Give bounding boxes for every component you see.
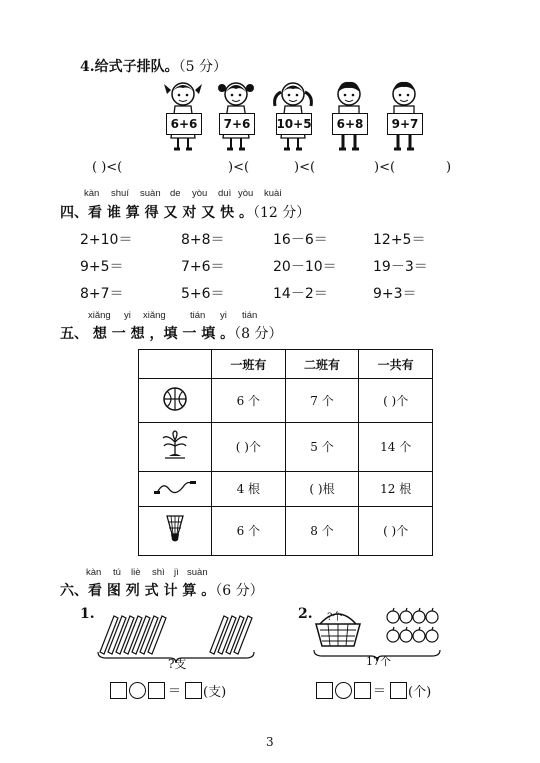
equation[interactable]: 5+6＝ [181,286,225,302]
expression-card: 10+5 [276,113,312,135]
expression-card: 9+7 [387,113,423,135]
page-number: 3 [266,735,274,749]
answer-box[interactable] [148,682,165,699]
pinyin: tú [113,567,121,578]
expression-card: 6+8 [332,113,368,135]
table-row [139,379,433,423]
shuttlecock-icon [139,506,212,555]
pinyin: yi [220,310,227,321]
answer-box[interactable] [390,682,407,699]
compare-blank[interactable]: )<( [294,160,316,175]
pinyin: yòu [192,188,208,199]
pinyin: kàn [86,567,102,578]
pinyin: tián [190,310,206,321]
expression-card: 6+6 [166,113,202,135]
table-cell: 4 根 [212,471,286,506]
pinyin: xiǎng [88,310,111,321]
answer-box[interactable] [110,682,127,699]
expression-card: 7+6 [219,113,255,135]
table-cell[interactable]: ( )根 [285,471,359,506]
basketball-icon [139,379,212,423]
compare-blank[interactable]: ) [446,160,452,175]
pinyin: de [170,188,181,199]
pinyin: shì [152,567,165,578]
section-five-title: 五、 想 一 想 ，填 一 填 。（8 分） [60,326,283,342]
pinyin: suàn [187,567,208,578]
pinyin: suàn [140,188,161,199]
pinyin: liè [131,567,141,578]
operator-circle[interactable] [129,682,146,699]
unit-label: (支) [203,685,227,700]
compare-blank[interactable]: ( )<( [92,160,123,175]
pinyin: shuí [111,188,129,199]
q4-title: 4.给式子排队。（5 分） [80,59,227,75]
answer-box[interactable] [354,682,371,699]
equation[interactable]: 14－2＝ [273,286,328,302]
table-row [139,506,433,555]
equals-sign: ＝ [168,684,182,699]
pinyin: kàn [84,188,100,199]
table-cell[interactable]: ( )个 [212,422,286,471]
equation[interactable]: 19－3＝ [373,259,428,275]
pinyin: yi [124,310,131,321]
table-cell: 5 个 [285,422,359,471]
equation[interactable]: 20－10＝ [273,259,337,275]
table-cell: 6 个 [212,506,286,555]
table-header: 二班有 [285,350,359,379]
pinyin: jì [174,567,179,578]
table-row [139,422,433,471]
total-label: ?支 [168,657,187,671]
table-header [139,350,212,379]
table-cell[interactable]: ( )个 [359,379,433,423]
equation[interactable]: 16－6＝ [273,232,328,248]
table-header: 一共有 [359,350,433,379]
equation[interactable]: 8+8＝ [181,232,225,248]
compare-blank[interactable]: )<( [228,160,250,175]
jump-rope-icon [139,471,212,506]
apples-icon [385,607,439,647]
answer-box[interactable] [185,682,202,699]
pinyin: xiǎng [143,310,166,321]
equals-sign: ＝ [373,684,387,699]
equation[interactable]: 9+3＝ [373,286,417,302]
problem-number: 2. [298,606,313,622]
count-table [138,349,433,556]
table-cell[interactable]: ( )个 [359,506,433,555]
table-row [139,471,433,506]
pinyin: kuài [264,188,282,199]
problem-number: 1. [80,606,95,622]
equation[interactable]: 7+6＝ [181,259,225,275]
pinyin: yòu [238,188,254,199]
table-header: 一班有 [212,350,286,379]
equation[interactable]: 9+5＝ [80,259,124,275]
pinyin: duì [218,188,232,199]
unit-label: (个) [408,685,432,700]
equation[interactable]: 8+7＝ [80,286,124,302]
section-four-title: 四、看 谁 算 得 又 对 又 快 。（12 分） [60,205,311,221]
table-cell: 7 个 [285,379,359,423]
pinyin: tián [242,310,258,321]
equation[interactable]: 12+5＝ [373,232,426,248]
answer-box[interactable] [316,682,333,699]
compare-blank[interactable]: )<( [374,160,396,175]
operator-circle[interactable] [335,682,352,699]
table-cell: 8 个 [285,506,359,555]
equation[interactable]: 2+10＝ [80,232,133,248]
table-cell: 6 个 [212,379,286,423]
table-cell: 12 根 [359,471,433,506]
table-cell: 14 个 [359,422,433,471]
basket-label: ?个 [327,612,343,623]
plant-icon [139,422,212,471]
total-label: 17个 [366,655,391,668]
section-six-title: 六、看 图 列 式 计 算 。（6 分） [60,583,264,599]
